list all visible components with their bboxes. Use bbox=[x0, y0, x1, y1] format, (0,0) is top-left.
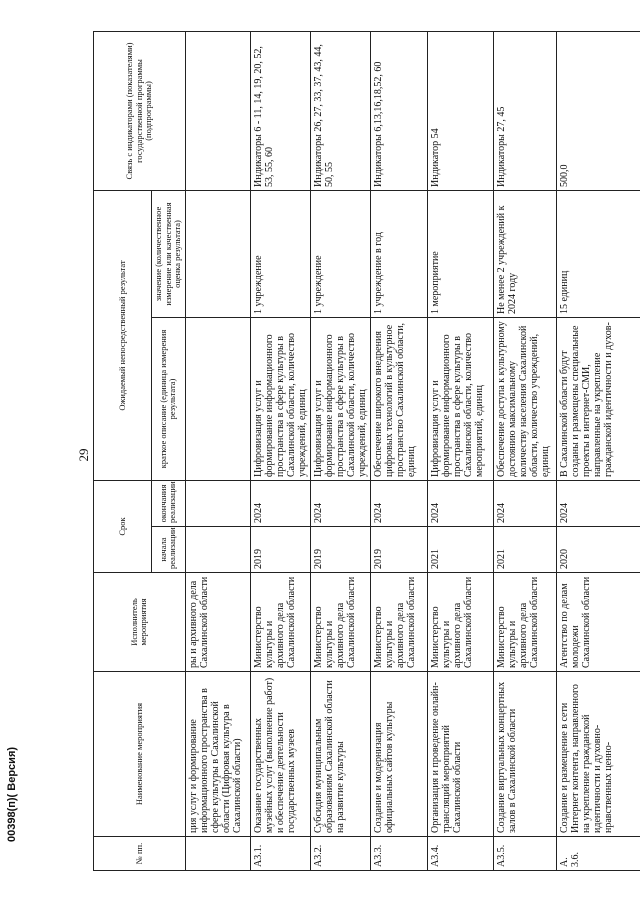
header-num: № пп. bbox=[94, 837, 186, 871]
row-link: Индикаторы 27, 45 bbox=[493, 32, 556, 191]
header-result-desc: краткое описание (единица измерения результата) bbox=[152, 318, 186, 481]
table-row bbox=[493, 32, 556, 871]
row-end: 2024 bbox=[427, 481, 493, 527]
header-term: Срок bbox=[94, 481, 152, 573]
row-value bbox=[185, 191, 250, 318]
row-value: 1 учреждение bbox=[310, 191, 370, 318]
row-name: Субсидия муниципальным образованиям Сахалинской области на развитие культуры bbox=[310, 672, 370, 837]
row-start: 2019 bbox=[370, 527, 427, 573]
header-name: Наименование мероприятия bbox=[94, 672, 186, 837]
row-start: 2019 bbox=[250, 527, 310, 573]
row-desc: В Сахалинской области будут созданы и размещены специальные проекты в интернет-СМИ, направленные на укрепление гражданской идентичности и духов- bbox=[556, 318, 640, 481]
row-executor: Министерство культуры и архивного дела Сахалинской области bbox=[427, 573, 493, 672]
row-start: 2021 bbox=[427, 527, 493, 573]
table-row bbox=[427, 32, 493, 871]
rotated-table-area bbox=[93, 32, 640, 871]
row-value: 1 мероприятие bbox=[427, 191, 493, 318]
row-desc: Обеспечение доступа к культурному достоянию максимальному количеству населения Сахалинской области, количество учреждений, единиц bbox=[493, 318, 556, 481]
table-row bbox=[310, 32, 370, 871]
row-start: 2020 bbox=[556, 527, 640, 573]
row-name: Создание виртуальных концертных залов в Сахалинской области bbox=[493, 672, 556, 837]
row-value: Не менее 2 учреждений к 2024 году bbox=[493, 191, 556, 318]
row-name: ция услуг и формирование информационного пространства в сфере культуры в Сахалинской области (Цифровая культура в Сахалинской области) bbox=[185, 672, 250, 837]
table-row bbox=[556, 32, 640, 871]
header-link: Связь с индикаторами (показателями) государственной программы (подпрограммы) bbox=[94, 32, 186, 191]
row-value: 1 учреждение в год bbox=[370, 191, 427, 318]
row-num: А3.5. bbox=[493, 837, 556, 871]
row-start: 2019 bbox=[310, 527, 370, 573]
table-row bbox=[370, 32, 427, 871]
row-executor: ры и архивного дела Сахалинской области bbox=[185, 573, 250, 672]
row-value: 15 единиц bbox=[556, 191, 640, 318]
row-desc: Цифровизация услуг и формирование информационного пространства в сфере культуры в Сахалинской области, количество учреждений, единиц bbox=[250, 318, 310, 481]
row-executor: Министерство культуры и архивного дела Сахалинской области bbox=[250, 573, 310, 672]
row-desc: Обеспечение широкого внедрения цифровых технологий в культурное пространство Сахалинской области, единиц bbox=[370, 318, 427, 481]
row-executor: Министерство культуры и архивного дела Сахалинской области bbox=[310, 573, 370, 672]
row-link: Индикаторы 6 - 11, 14, 19, 20, 52, 53, 55, 60 bbox=[250, 32, 310, 191]
row-executor: Министерство культуры и архивного дела Сахалинской области bbox=[493, 573, 556, 672]
row-name: Создание и размещение в сети Интернет контента, направленного на укрепление гражданской идентичности и духовно-нравственных ценно- bbox=[556, 672, 640, 837]
table-row bbox=[250, 32, 310, 871]
row-num: А3.4. bbox=[427, 837, 493, 871]
header-result-value: значение (количественное измерение или качественная оценка результата) bbox=[152, 191, 186, 318]
row-num bbox=[185, 837, 250, 871]
row-link: 500,0 bbox=[556, 32, 640, 191]
page-number: 29 bbox=[76, 448, 91, 462]
table-row bbox=[185, 32, 250, 871]
row-executor: Агентство по делам молодежи Сахалинской области bbox=[556, 573, 640, 672]
row-end: 2024 bbox=[556, 481, 640, 527]
row-end: 2024 bbox=[250, 481, 310, 527]
row-link bbox=[185, 32, 250, 191]
measures-table bbox=[93, 31, 640, 871]
row-name: Организация и проведение онлайн-трансляций мероприятий Сахалинской области bbox=[427, 672, 493, 837]
row-num: А3.2. bbox=[310, 837, 370, 871]
row-end: 2024 bbox=[310, 481, 370, 527]
row-executor: Министерство культуры и архивного дела Сахалинской области bbox=[370, 573, 427, 672]
row-link: Индикатор 54 bbox=[427, 32, 493, 191]
row-link: Индикаторы 26, 27, 33, 37, 43, 44, 50, 55 bbox=[310, 32, 370, 191]
header-executor: Исполнитель мероприятия bbox=[94, 573, 186, 672]
row-num: А3.1. bbox=[250, 837, 310, 871]
row-num: А. 3.6. bbox=[556, 837, 640, 871]
row-end bbox=[185, 481, 250, 527]
row-link: Индикаторы 6,13,16,18,52, 60 bbox=[370, 32, 427, 191]
row-name: Оказание государственных музейных услуг (выполнение работ) и обеспечение деятельности государственных музеев bbox=[250, 672, 310, 837]
row-num: А3.3. bbox=[370, 837, 427, 871]
row-desc: Цифровизация услуг и формирование информационного пространства в сфере культуры в Сахалинской области, количество учреждений, единиц bbox=[310, 318, 370, 481]
row-start: 2021 bbox=[493, 527, 556, 573]
row-value: 1 учреждение bbox=[250, 191, 310, 318]
row-name: Создание и модернизация официальных сайтов культуры bbox=[370, 672, 427, 837]
header-term-start: начала реализации bbox=[152, 527, 186, 573]
row-end: 2024 bbox=[370, 481, 427, 527]
row-desc bbox=[185, 318, 250, 481]
header-term-end: окончания реализации bbox=[152, 481, 186, 527]
header-result: Ожидаемый непосредственный результат bbox=[94, 191, 152, 481]
document-footer: 00398(п)( Версия) bbox=[6, 746, 18, 842]
row-desc: Цифровизация услуг и формирование информационного пространства в сфере культуры в Сахалинской области, количество мероприятий, единиц bbox=[427, 318, 493, 481]
row-start bbox=[185, 527, 250, 573]
row-end: 2024 bbox=[493, 481, 556, 527]
